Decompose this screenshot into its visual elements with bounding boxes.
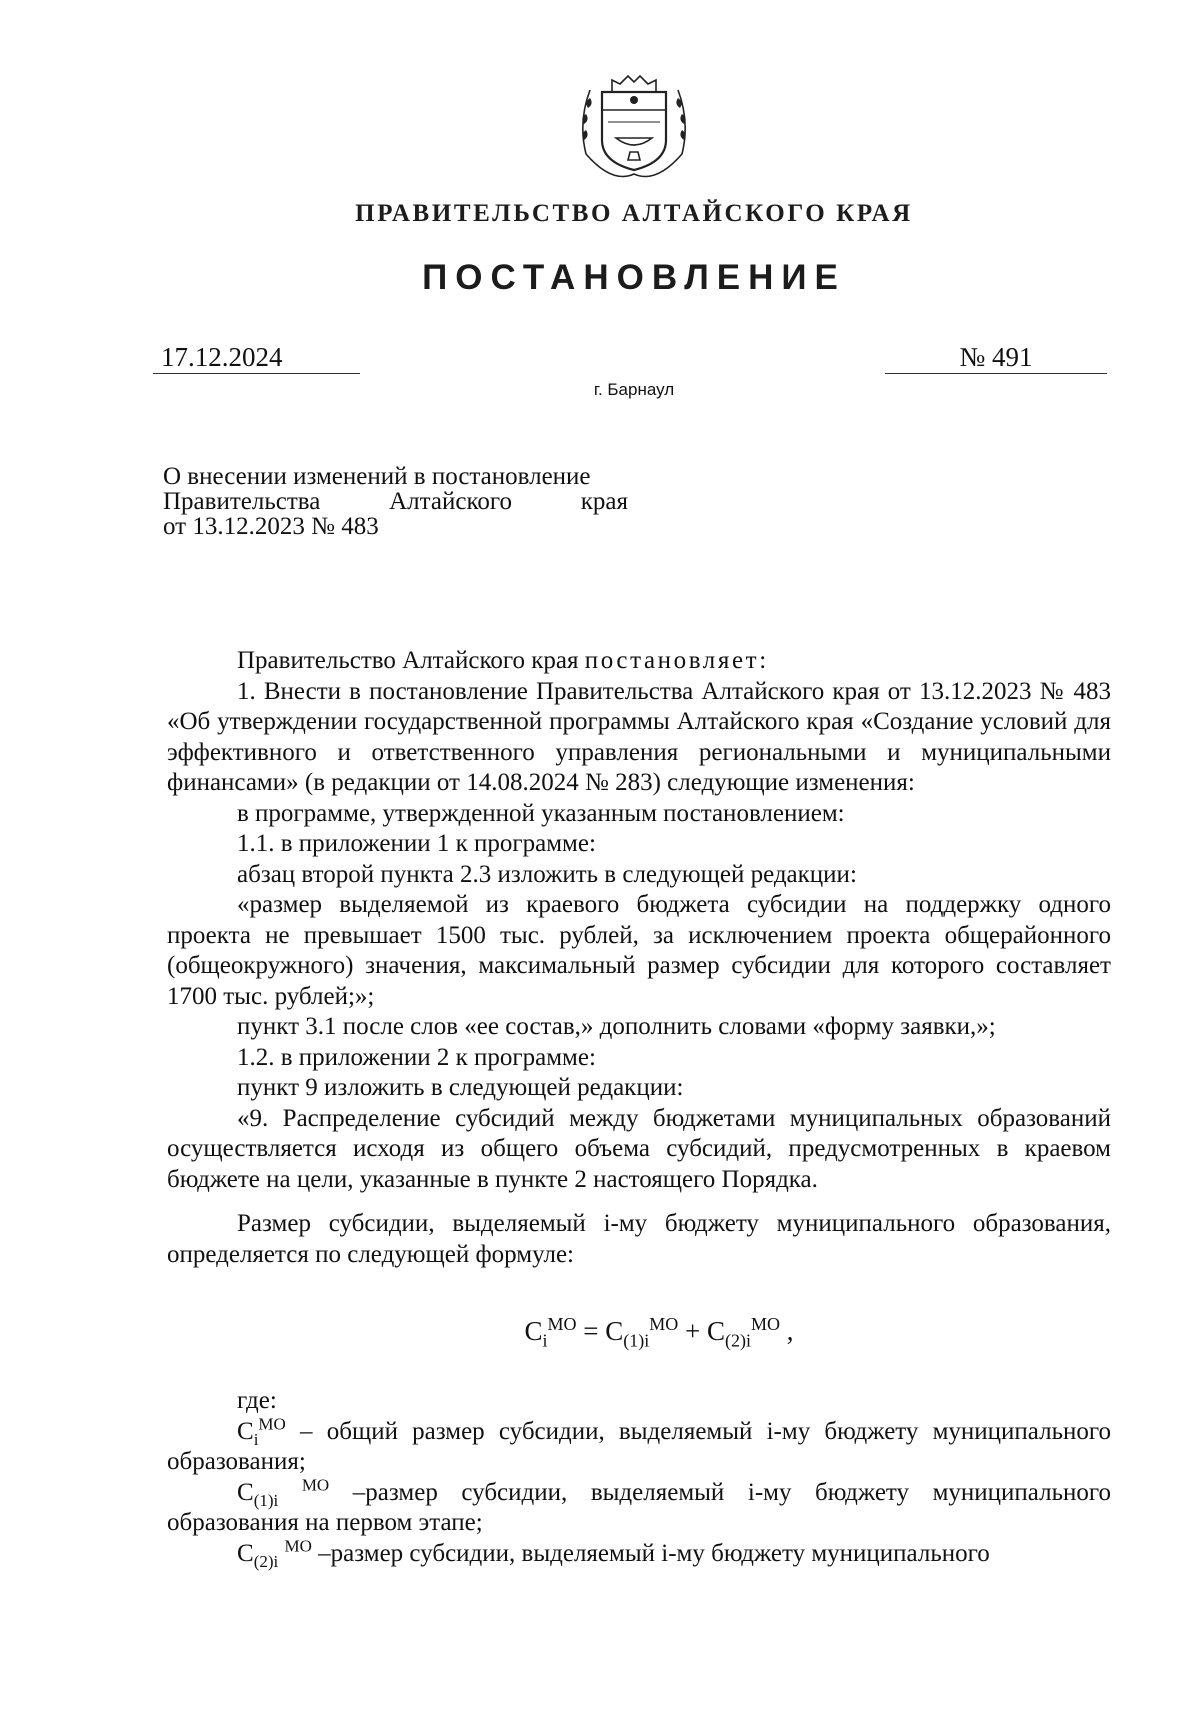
- document-body: [167, 646, 1111, 1569]
- where-label: где:: [237, 1387, 277, 1414]
- definition-total: [167, 1414, 1111, 1478]
- paragraph-2-3-text: «размер выделяемой из краевого бюджета субсидии на поддержку одного проекта не превышает 1500 тыс. рублей, за исключением проекта общерайонного (общеокружного) значения, максимальный размер субсидии для которого составляет 1700 тыс. рублей;»;: [167, 891, 1111, 1010]
- formula-base: С: [605, 1316, 624, 1346]
- subject-word: Правительства: [163, 488, 321, 515]
- paragraph-9-text: «9. Распределение субсидий между бюджетами муниципальных образований осуществляется исходя из общего объема субсидий, предусмотренных в краевом бюджете на цели, указанные в пункте 2 настоящего Порядка.: [167, 1104, 1111, 1193]
- paragraph-3-1: пункт 3.1 после слов «ее состав,» дополнить словами «форму заявки,»;: [237, 1013, 996, 1040]
- subject-word: края: [580, 488, 628, 515]
- government-title: ПРАВИТЕЛЬСТВО АЛТАЙСКОГО КРАЯ: [355, 200, 913, 227]
- paragraph-9-intro: пункт 9 изложить в следующей редакции:: [237, 1074, 684, 1101]
- preamble-decision: постановляет:: [584, 647, 769, 674]
- coat-of-arms-emblem: [572, 62, 696, 186]
- definition-symbol: $С_{(1)i}$ $^{МО}$: [237, 1475, 330, 1510]
- document-number: [885, 342, 1107, 374]
- formula-superscript: МО: [547, 1314, 577, 1334]
- formula-superscript: МО: [751, 1314, 781, 1334]
- document-subject: [163, 464, 628, 539]
- subject-line-3: от 13.12.2023 № 483: [163, 513, 379, 540]
- subsidy-size-paragraph: Размер субсидии, выделяемый i-му бюджету муниципального образования, определяется по следующей формуле:: [167, 1210, 1111, 1268]
- item-1-2-paragraph: 1.2. в приложении 2 к программе:: [237, 1043, 596, 1071]
- definition-text: –размер субсидии, выделяемый i-му бюджету муниципального образования на первом этапе;: [167, 1478, 1112, 1536]
- document-type-title: ПОСТАНОВЛЕНИЕ: [422, 258, 846, 297]
- formula-index: (2)i: [725, 1330, 752, 1351]
- document-city: г. Барнаул: [593, 380, 675, 399]
- program-intro-paragraph: в программе, утвержденной указанным постановлением:: [237, 799, 845, 827]
- preamble-paragraph: [167, 646, 1111, 677]
- preamble-lead: Правительство Алтайского края: [237, 647, 579, 674]
- formula-superscript: МО: [649, 1314, 679, 1334]
- definition-stage-1: [167, 1475, 1112, 1539]
- item-1-1-paragraph: 1.1. в приложении 1 к программе:: [237, 830, 596, 857]
- item-1-paragraph: 1. Внести в постановление Правительства Алтайского края от 13.12.2023 № 483 «Об утверждении государственной программы Алтайского края «Создание условий для эффективного и ответственного управления региональными и муниципальными финансами» (в редакции от 14.08.2024 № 283) следующие изменения:: [167, 677, 1111, 796]
- formula-plus: +: [685, 1316, 701, 1346]
- definition-stage-2: [167, 1536, 1111, 1571]
- formula-equals: =: [583, 1316, 599, 1346]
- definition-text: –размер субсидии, выделяемый i-му бюджету муниципального: [318, 1539, 990, 1567]
- definition-text: – общий размер субсидии, выделяемый i-му бюджету муниципального образования;: [167, 1417, 1111, 1475]
- formula-base: С: [524, 1316, 543, 1346]
- subsidy-formula: [167, 1314, 1111, 1351]
- formula-index: i: [542, 1330, 548, 1351]
- document-date-value: 17.12.2024: [161, 342, 283, 372]
- formula-comma: ,: [786, 1316, 794, 1346]
- paragraph-2-3-intro: абзац второй пункта 2.3 изложить в следующей редакции:: [237, 860, 857, 888]
- document-number-value: № 491: [959, 342, 1033, 372]
- definition-symbol: $С_i^{МО}$: [237, 1414, 286, 1449]
- subject-word: Алтайского: [389, 488, 512, 515]
- formula-index: (1)i: [623, 1330, 650, 1351]
- subject-line-2: [163, 489, 628, 514]
- document-date: [153, 342, 360, 374]
- subject-line-1: О внесении изменений в постановление: [163, 463, 591, 490]
- definition-symbol: $С_{(2)i}$ $^{МО}$: [237, 1536, 312, 1571]
- formula-base: С: [707, 1316, 726, 1346]
